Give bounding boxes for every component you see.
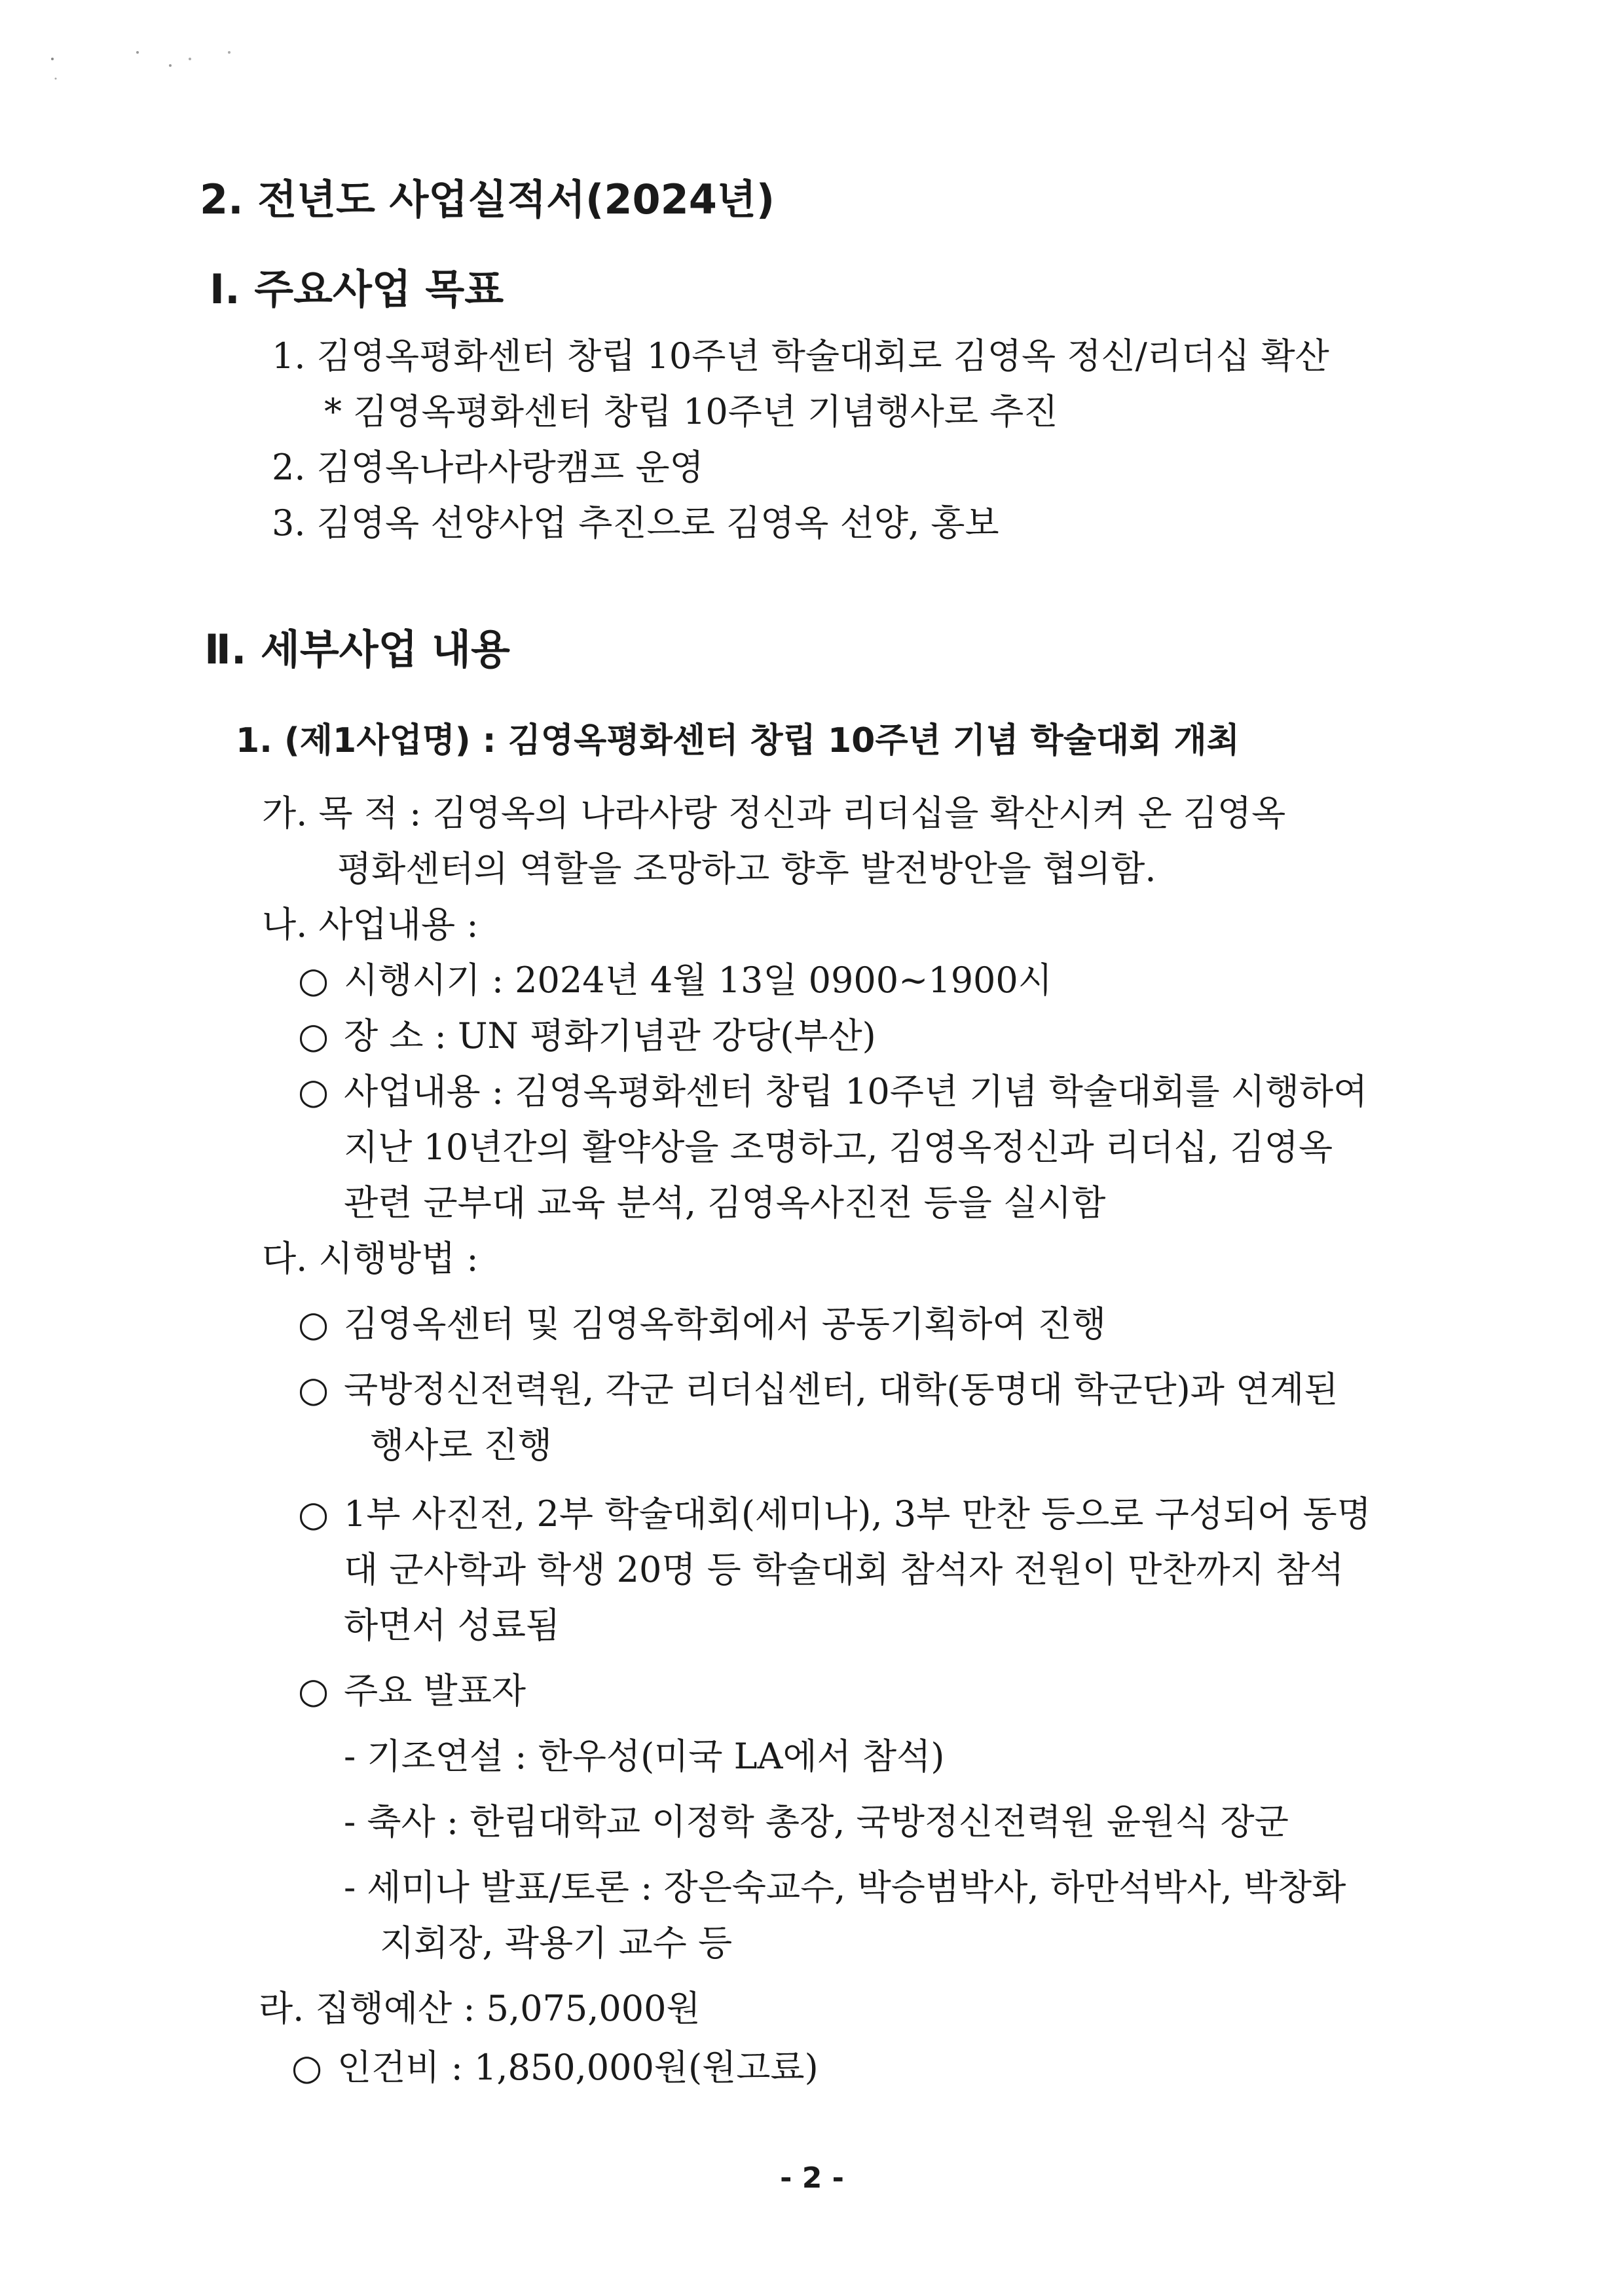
circle-bullet-icon: ○ bbox=[298, 1493, 329, 1535]
budget-item-1 bbox=[291, 2047, 819, 2089]
circle-bullet-icon: ○ bbox=[298, 1015, 329, 1056]
method-item-4-text: 주요 발표자 bbox=[344, 1670, 526, 1711]
goal-item-2: 2. 김영옥나라사랑캠프 운영 bbox=[272, 447, 704, 488]
content-detail-text-1: 사업내용 : 김영옥평화센터 창립 10주년 기념 학술대회를 시행하여 bbox=[344, 1071, 1368, 1112]
section-1-title: Ⅰ. 주요사업 목표 bbox=[210, 265, 504, 313]
purpose-line-1 bbox=[262, 793, 1285, 835]
goal-item-1: 1. 김영옥평화센터 창립 10주년 학술대회로 김영옥 정신/리더십 확산 bbox=[272, 335, 1329, 377]
circle-bullet-icon: ○ bbox=[298, 1670, 329, 1711]
method-item-4 bbox=[298, 1670, 526, 1713]
content-detail-text-3: 관련 군부대 교육 분석, 김영옥사진전 등을 실시함 bbox=[344, 1182, 1106, 1223]
circle-bullet-icon: ○ bbox=[298, 1369, 329, 1410]
method-item-2 bbox=[298, 1369, 1338, 1411]
speaker-congratulatory: - 축사 : 한림대학교 이정학 총장, 국방정신전력원 윤원식 장군 bbox=[344, 1801, 1289, 1842]
section-2-title: Ⅱ. 세부사업 내용 bbox=[204, 625, 510, 673]
document-heading: 2. 전년도 사업실적서(2024년) bbox=[200, 176, 775, 223]
content-time bbox=[298, 960, 1052, 1002]
budget-item-1-text: 인건비 : 1,850,000원(원고료) bbox=[337, 2047, 819, 2088]
page-number: - 2 - bbox=[780, 2161, 844, 2195]
method-item-1-text: 김영옥센터 및 김영옥학회에서 공동기획하여 진행 bbox=[344, 1303, 1107, 1345]
method-item-3-text-2: 대 군사학과 학생 20명 등 학술대회 참석자 전원이 만찬까지 참석 bbox=[344, 1549, 1344, 1590]
goal-item-3: 3. 김영옥 선양사업 추진으로 김영옥 선양, 홍보 bbox=[272, 502, 999, 544]
speaker-seminar-1: - 세미나 발표/토론 : 장은숙교수, 박승범박사, 하만석박사, 박창화 bbox=[344, 1867, 1346, 1908]
scan-speckle bbox=[39, 33, 236, 85]
purpose-text-1: 김영옥의 나라사랑 정신과 리더십을 확산시켜 온 김영옥 bbox=[432, 793, 1286, 834]
method-item-3-text-1: 1부 사진전, 2부 학술대회(세미나), 3부 만찬 등으로 구성되어 동명 bbox=[344, 1493, 1371, 1535]
content-label: 나. 사업내용 : bbox=[262, 904, 479, 945]
content-detail-text-2: 지난 10년간의 활약상을 조명하고, 김영옥정신과 리더십, 김영옥 bbox=[344, 1127, 1333, 1168]
method-item-2-text-2: 행사로 진행 bbox=[370, 1425, 552, 1466]
project-title: 1. (제1사업명) : 김영옥평화센터 창립 10주년 기념 학술대회 개최 bbox=[236, 721, 1240, 760]
speaker-keynote: - 기조연설 : 한우성(미국 LA에서 참석) bbox=[344, 1736, 945, 1777]
method-item-3 bbox=[298, 1493, 1371, 1536]
content-place bbox=[298, 1015, 876, 1058]
circle-bullet-icon: ○ bbox=[298, 960, 329, 1001]
budget-label: 라. 집행예산 : 5,075,000원 bbox=[259, 1988, 701, 2029]
method-label: 다. 시행방법 : bbox=[262, 1238, 479, 1279]
method-item-1 bbox=[298, 1303, 1106, 1346]
circle-bullet-icon: ○ bbox=[291, 2047, 323, 2088]
purpose-label: 가. 목 적 : bbox=[262, 793, 433, 834]
goal-item-1-note: * 김영옥평화센터 창립 10주년 기념행사로 추진 bbox=[324, 391, 1058, 432]
speaker-seminar-2: 지회장, 곽용기 교수 등 bbox=[380, 1922, 733, 1964]
content-detail bbox=[298, 1071, 1367, 1113]
content-time-text: 시행시기 : 2024년 4월 13일 0900~1900시 bbox=[344, 960, 1052, 1001]
method-item-3-text-3: 하면서 성료됨 bbox=[344, 1605, 561, 1646]
method-item-2-text-1: 국방정신전력원, 각군 리더십센터, 대학(동명대 학군단)과 연계된 bbox=[344, 1369, 1338, 1410]
circle-bullet-icon: ○ bbox=[298, 1303, 329, 1345]
purpose-line-2: 평화센터의 역할을 조망하고 향후 발전방안을 협의함. bbox=[337, 848, 1156, 889]
circle-bullet-icon: ○ bbox=[298, 1071, 329, 1112]
content-place-text: 장 소 : UN 평화기념관 강당(부산) bbox=[344, 1015, 876, 1056]
